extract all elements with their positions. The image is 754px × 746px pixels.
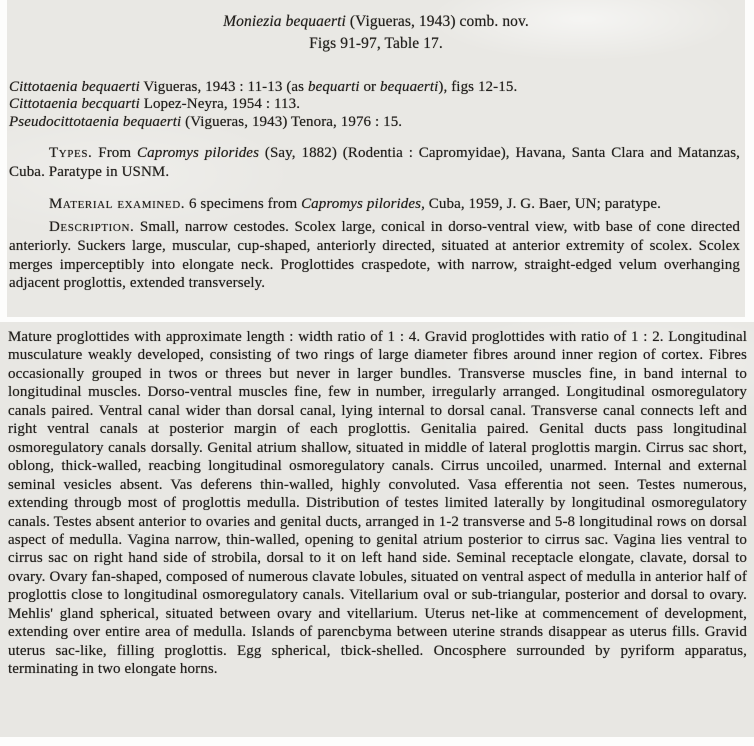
synonymy-item: Pseudocittotaenia bequaerti (Vigueras, 1943) Tenora, 1976 : 15. bbox=[9, 113, 403, 130]
scan-fragment-bottom bbox=[0, 322, 754, 737]
continuation-paragraph: Mature proglottides with approximate length : width ratio of 1 : 4. Gravid proglottides with ratio of 1 : 2. Longitudinal musculature weakly developed, consisting of two rings of large diameter fibres around inner region of cortex. Fibres occasionally grouped in twos or threes but never in larger bundles. Transverse muscles fine, in band internal to longitudinal muscles. Dorso-ventral muscles fine, few in number, irregularly arranged. Longitudinal osmoregulatory canals paired. Ventral canal wider than dorsal canal, lying internal to dorsal canal. Transverse canal connects left and right ventral canals at posterior margin of each proglottis. Genitalia paired. Genital ducts pass longitudinal osmoregulatory canals dorsally. Genital atrium shallow, situated in middle of lateral proglottis margin. Cirrus sac short, oblong, thick-walled, reacbing longitudinal osmoregulatory canals. Cirrus uncoiled, unarmed. Internal and external seminal vesicles absent. Vas deferens thin-walled, highly convoluted. Vasa efferentia not seen. Testes numerous, extending througb most of proglottis medulla. Distribution of testes limited laterally by longitudinal osmoregulatory canals. Testes absent anterior to ovaries and genital ducts, arranged in 1-2 transverse and 5-8 longitudinal rows on dorsal aspect of medulla. Vagina narrow, thin-walled, opening to genital atrium posterior to cirrus sac. Vagina lies ventral to cirrus sac on right hand side of strobila, dorsal to it on left hand side. Seminal receptacle elongate, clavate, dorsal to ovary. Ovary fan-shaped, composed of numerous clavate lobules, situated on ventral aspect of medulla in anterior half of proglottis close to longitudinal osmoregulatory canals. Vitellarium oval or sub-triangular, posterior and dorsal to ovary. Mehlis' gland spherical, situated between ovary and vitellarium. Uterus net-like at commencement of development, extending over entire area of medulla. Islands of parencbyma between uterine strands disappear as uterus fills. Gravid uterus sac-like, filling proglottis. Egg spherical, tbick-shelled. Oncosphere surrounded by pyriform apparatus, terminating in two elongate horns. bbox=[8, 329, 747, 678]
synonymy-list bbox=[9, 79, 741, 131]
material-examined-paragraph: Material examined. 6 specimens from Capromys pilorides, Cuba, 1959, J. G. Baer, UN; paratype. bbox=[49, 196, 661, 213]
types-paragraph: Types. From Capromys pilorides (Say, 1882) (Rodentia : Capromyidae), Havana, Santa Clara and Matanzas, Cuba. Paratype in USNM. bbox=[9, 145, 741, 180]
synonymy-item: Cittotaenia becquarti Lopez-Neyra, 1954 : 113. bbox=[9, 96, 301, 113]
species-title: Moniezia bequaerti (Vigueras, 1943) comb. nov. bbox=[223, 13, 529, 30]
species-heading-block bbox=[7, 0, 745, 55]
figs-reference: Figs 91-97, Table 17. bbox=[309, 35, 443, 52]
scan-fragment-top bbox=[7, 0, 745, 317]
description-paragraph: Description. Small, narrow cestodes. Scolex large, conical in dorso-ventral view, witb base of cone directed anteriorly. Suckers large, muscular, cup-shaped, anteriorly directed, situated at anterior extremity of scolex. Scolex merges imperceptibly into elongate neck. Proglottides craspedote, with narrow, straight-edged velum overhanging adjacent proglottis, extended transversely. bbox=[9, 219, 740, 292]
synonymy-item: Cittotaenia bequaerti Vigueras, 1943 : 11-13 (as bequarti or bequaerti), figs 12-15. bbox=[9, 79, 518, 95]
